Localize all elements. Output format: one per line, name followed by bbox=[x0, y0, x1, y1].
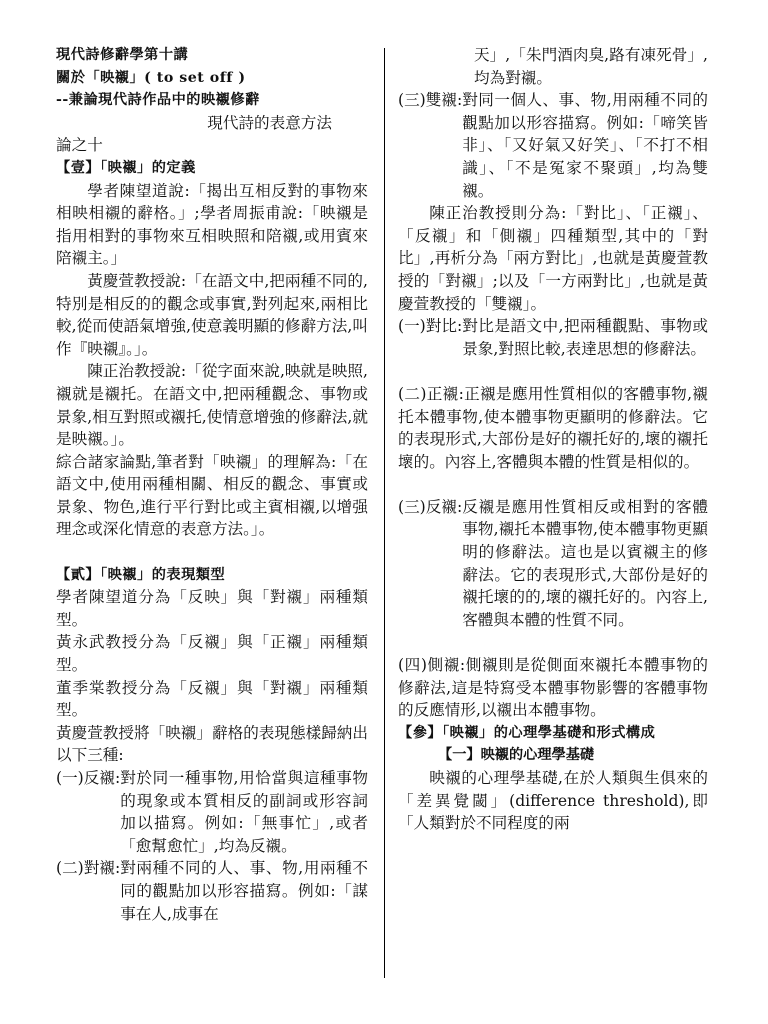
section-3-heading: 【參】「映襯」的心理學基礎和形式構成 bbox=[398, 724, 656, 741]
series-number: 論之十 bbox=[56, 136, 103, 155]
lecture-subtitle-2: --兼論現代詩作品中的映襯修辭 bbox=[56, 92, 260, 109]
list-item bbox=[56, 857, 368, 925]
right-column bbox=[398, 44, 708, 835]
lecture-subtitle: 關於「映襯」( to set off ) bbox=[56, 69, 246, 86]
column-divider bbox=[384, 48, 385, 978]
paragraph: 黃慶萱教授說:「在語文中,把兩種不同的,特別是相反的的觀念或事實,對列起來,兩相比較,從而使語氣增強,使意義明顯的修辭方法,叫作『映襯』。」。 bbox=[56, 271, 368, 358]
list-item bbox=[398, 89, 708, 202]
list-item-label: (一)反襯: bbox=[56, 769, 121, 787]
paragraph: 陳正治教授則分為:「對比」、「正襯」、「反襯」和「側襯」四種類型,其中的「對比」,再析分為「兩方對比」,也就是黃慶萱教授的「對襯」;以及「一方兩對比」,也就是黃慶萱教授的「雙襯」。 bbox=[398, 204, 708, 313]
list-item bbox=[398, 496, 708, 632]
paragraph: 陳正治教授說:「從字面來說,映就是映照,襯就是襯托。在語文中,把兩種觀念、事物或景象,相互對照或襯托,使情意增強的修辭法,就是映襯。」。 bbox=[56, 362, 368, 449]
list-item-text: 對兩種不同的人、事、物,用兩種不同的觀點加以形容描寫。例如:「謀事在人,成事在 bbox=[120, 859, 368, 923]
paragraph: 綜合諸家論點,筆者對「映襯」的理解為:「在語文中,使用兩種相關、相反的觀念、事實或景象、物色,進行平行對比或主賓相襯,以增强理念或深化情意的表意方法。」。 bbox=[56, 452, 368, 539]
continued-text: 天」,「朱門酒肉臭,路有凍死骨」,均為對襯。 bbox=[474, 46, 708, 87]
paragraph: 學者陳望道說:「揭出互相反對的事物來相映相襯的辭格。」;學者周振甫說:「映襯是指用相對的事物來互相映照和陪襯,或用賓來陪襯主。」 bbox=[56, 181, 368, 268]
series-title: 現代詩的表意方法 bbox=[207, 113, 332, 132]
paragraph: (二)正襯:正襯是應用性質相似的客體事物,襯托本體事物,使本體事物更顯明的修辭法。它的表現形式,大部份是好的襯托好的,壞的襯托壞的。內容上,客體與本體的性質是相似的。 bbox=[398, 384, 708, 471]
list-item-label: (二)對襯: bbox=[56, 859, 121, 878]
paragraph: 董季棠教授分為「反襯」與「對襯」兩種類型。 bbox=[56, 678, 368, 720]
paragraph: 學者陳望道分為「反映」與「對襯」兩種類型。 bbox=[56, 588, 368, 629]
list-item-text: 對比是語文中,把兩種觀點、事物或景象,對照比較,表達思想的修辭法。 bbox=[462, 317, 708, 358]
paragraph: 黃慶萱教授將「映襯」辭格的表現態樣歸納出以下三種: bbox=[56, 723, 368, 765]
left-column bbox=[56, 44, 368, 925]
paragraph: 映襯的心理學基礎,在於人類與生俱來的「差異覺閾」(difference threshold),即「人類對於不同程度的兩 bbox=[398, 769, 708, 833]
section-1-heading: 【壹】「映襯」的定義 bbox=[56, 159, 196, 176]
list-item-label: (一)對比: bbox=[398, 317, 463, 336]
list-item-text: 對於同一種事物,用恰當與這種事物的現象或本質相反的副詞或形容詞加以描寫。例如:「無事忙」,或者「愈幫愈忙」,均為反襯。 bbox=[120, 769, 368, 855]
list-item-label: (三)雙襯: bbox=[398, 91, 463, 110]
paragraph: (四)側襯:側襯則是從側面來襯托本體事物的修辭法,這是特寫受本體事物影響的客體事物的反應情形,以襯出本體事物。 bbox=[398, 656, 708, 720]
list-item-text: 對同一個人、事、物,用兩種不同的觀點加以形容描寫。例如:「啼笑皆非」、「又好氣又好笑」、「不打不相識」、「不是冤家不聚頭」,均為雙襯。 bbox=[462, 91, 708, 200]
list-item-label: (三)反襯: bbox=[398, 497, 463, 516]
paragraph: 黃永武教授分為「反襯」與「正襯」兩種類型。 bbox=[56, 633, 368, 675]
list-item-text: 反襯是應用性質相反或相對的客體事物,襯托本體事物,使本體事物更顯明的修辭法。這也是以賓襯主的修辭法。它的表現形式,大部份是好的襯托壞的的,壞的襯托好的。內容上,客體與本體的性質不同。 bbox=[462, 497, 708, 629]
subsection-heading: 【一】映襯的心理學基礎 bbox=[438, 747, 595, 764]
list-item bbox=[398, 315, 708, 360]
list-item bbox=[56, 767, 368, 857]
lecture-title: 現代詩修辭學第十講 bbox=[56, 47, 189, 63]
section-2-heading: 【貳】「映襯」的表現類型 bbox=[56, 566, 226, 583]
